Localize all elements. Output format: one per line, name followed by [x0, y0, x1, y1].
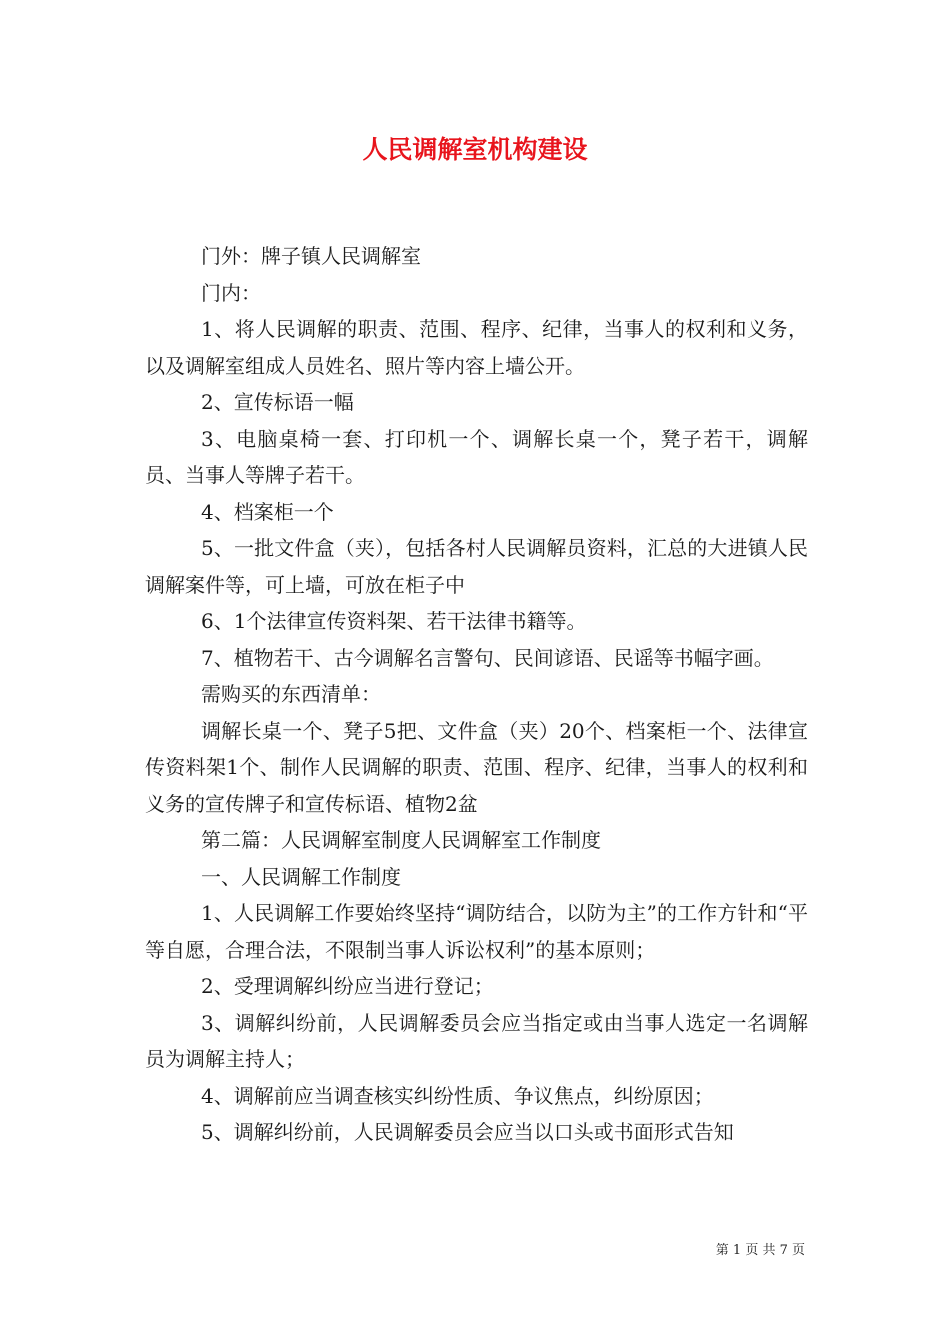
paragraph: 门内： — [201, 280, 261, 305]
paragraph: 需购买的东西清单： — [201, 682, 381, 706]
page-title: 人民调解室机构建设 — [362, 135, 588, 164]
paragraph: 1、人民调解工作要始终坚持“调防结合，以防为主”的工作方针和“平等自愿，合理合法，不限制当事人诉讼权利”的基本原则； — [145, 901, 808, 962]
document-body — [145, 238, 808, 1151]
page-number: 第 1 页 共 7 页 — [715, 1243, 805, 1258]
paragraph: 5、一批文件盒（夹），包括各村人民调解员资料，汇总的大进镇人民调解案件等，可上墙，可放在柜子中 — [145, 536, 808, 597]
paragraph: 2、受理调解纠纷应当进行登记； — [201, 974, 494, 998]
paragraph: 6、1个法律宣传资料架、若干法律书籍等。 — [201, 609, 587, 633]
paragraph: 3、电脑桌椅一套、打印机一个、调解长桌一个，凳子若干，调解员、当事人等牌子若干。 — [145, 426, 808, 487]
paragraph: 4、档案柜一个 — [201, 499, 334, 524]
paragraph: 一、人民调解工作制度 — [201, 864, 401, 889]
paragraph: 1、将人民调解的职责、范围、程序、纪律，当事人的权利和义务，以及调解室组成人员姓名、照片等内容上墙公开。 — [145, 317, 808, 378]
paragraph: 5、调解纠纷前，人民调解委员会应当以口头或书面形式告知 — [201, 1120, 734, 1144]
paragraph: 门外：牌子镇人民调解室 — [201, 244, 421, 268]
paragraph: 调解长桌一个、凳子5把、文件盒（夹）20个、档案柜一个、法律宣传资料架1个、制作人民调解的职责、范围、程序、纪律，当事人的权利和义务的宣传牌子和宣传标语、植物2盆 — [145, 718, 808, 816]
paragraph: 3、调解纠纷前，人民调解委员会应当指定或由当事人选定一名调解员为调解主持人； — [145, 1010, 808, 1071]
paragraph: 第二篇：人民调解室制度人民调解室工作制度 — [201, 828, 601, 852]
paragraph: 4、调解前应当调查核实纠纷性质、争议焦点，纠纷原因； — [201, 1083, 714, 1108]
paragraph: 7、植物若干、古今调解名言警句、民间谚语、民谣等书幅字画。 — [201, 645, 774, 670]
paragraph: 2、宣传标语一幅 — [201, 390, 354, 414]
